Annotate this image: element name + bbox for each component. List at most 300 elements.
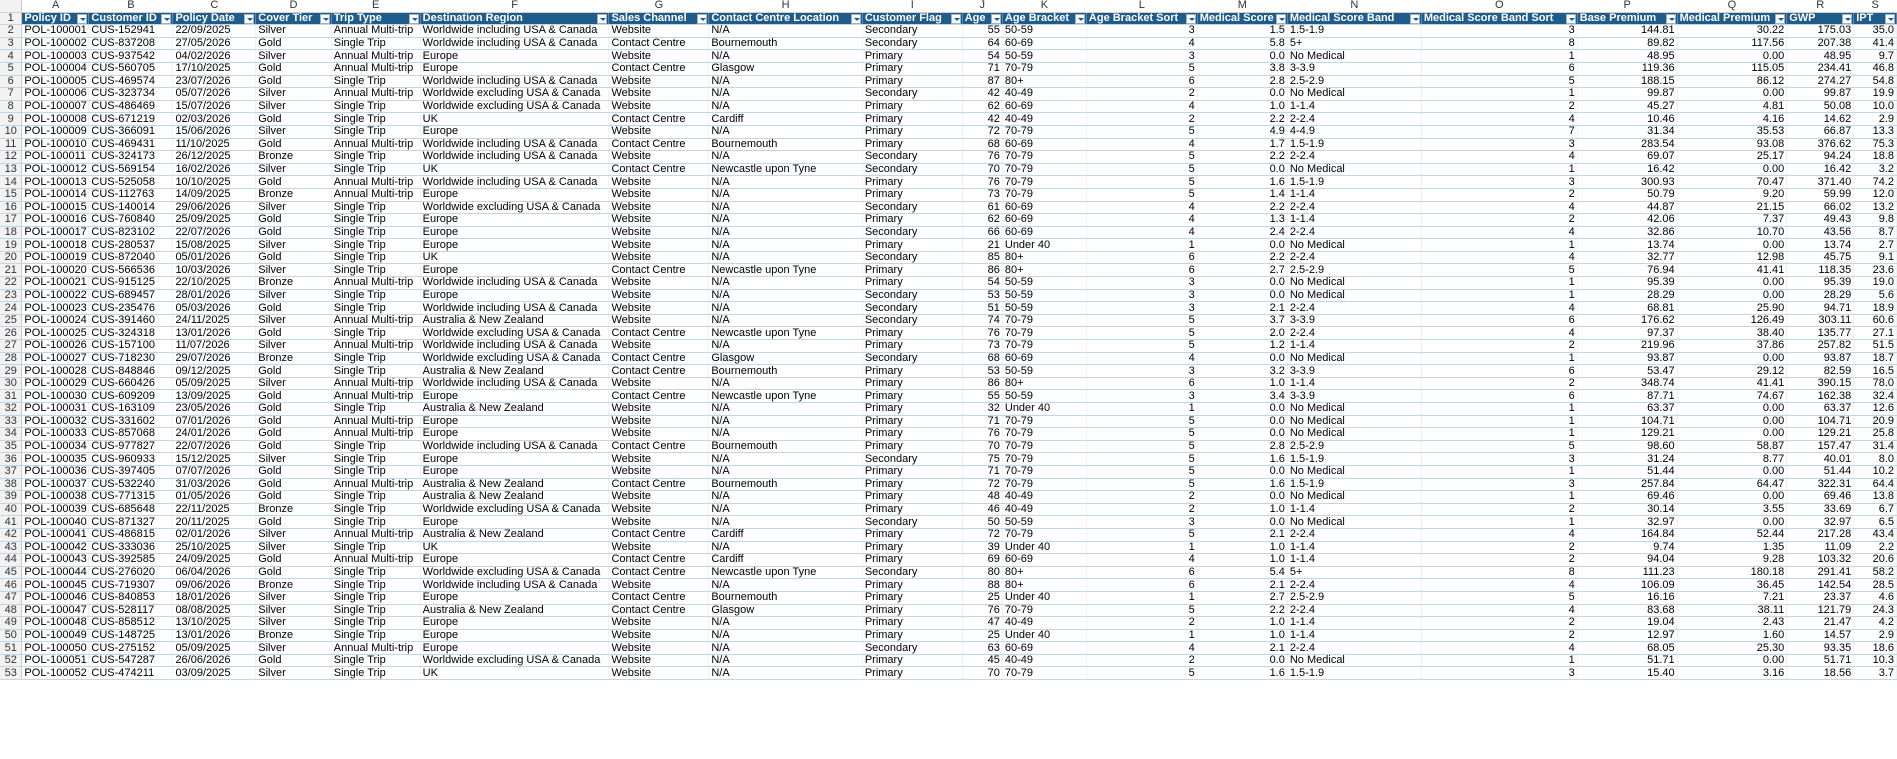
table-cell[interactable]: 54 <box>962 277 1002 290</box>
table-cell[interactable]: 2.7 <box>1854 239 1897 252</box>
table-cell[interactable]: CUS-140014 <box>89 201 173 214</box>
table-cell[interactable]: 93.87 <box>1787 352 1854 365</box>
table-cell[interactable]: 70-79 <box>1002 428 1086 441</box>
table-cell[interactable]: 3 <box>1086 390 1197 403</box>
table-cell[interactable]: Bournemouth <box>709 37 862 50</box>
table-cell[interactable]: N/A <box>709 50 862 63</box>
table-cell[interactable]: 1.4 <box>1197 188 1287 201</box>
table-cell[interactable]: Contact Centre <box>609 365 709 378</box>
table-cell[interactable]: 87.71 <box>1577 390 1677 403</box>
table-cell[interactable]: Primary <box>862 214 962 227</box>
table-cell[interactable]: 73 <box>962 340 1002 353</box>
table-cell[interactable]: No Medical <box>1287 403 1421 416</box>
column-header[interactable] <box>256 12 332 25</box>
table-cell[interactable]: 5 <box>1086 125 1197 138</box>
table-cell[interactable]: 5 <box>1086 314 1197 327</box>
row-number[interactable]: 11 <box>0 138 22 151</box>
table-cell[interactable]: Website <box>609 251 709 264</box>
table-cell[interactable]: 1.5-1.9 <box>1287 667 1421 680</box>
table-cell[interactable]: POL-100047 <box>22 604 89 617</box>
table-cell[interactable]: Single Trip <box>331 226 420 239</box>
table-cell[interactable]: Secondary <box>862 516 962 529</box>
table-cell[interactable]: 121.79 <box>1787 604 1854 617</box>
row-number[interactable]: 39 <box>0 491 22 504</box>
table-cell[interactable]: Primary <box>862 390 962 403</box>
table-cell[interactable]: Website <box>609 654 709 667</box>
table-cell[interactable]: Website <box>609 629 709 642</box>
table-cell[interactable]: Secondary <box>862 289 962 302</box>
table-cell[interactable]: 46.8 <box>1854 62 1897 75</box>
table-cell[interactable]: Worldwide including USA & Canada <box>420 25 609 38</box>
table-cell[interactable]: Website <box>609 579 709 592</box>
column-header[interactable] <box>22 12 89 25</box>
table-cell[interactable]: Primary <box>862 617 962 630</box>
row-number[interactable]: 13 <box>0 163 22 176</box>
table-cell[interactable]: Europe <box>420 617 609 630</box>
table-cell[interactable]: 45.75 <box>1787 251 1854 264</box>
table-cell[interactable]: 66 <box>962 226 1002 239</box>
table-cell[interactable]: 74.67 <box>1677 390 1787 403</box>
table-cell[interactable]: 61 <box>962 201 1002 214</box>
table-cell[interactable]: Gold <box>256 516 332 529</box>
table-cell[interactable]: 0.00 <box>1677 465 1787 478</box>
table-cell[interactable]: CUS-275152 <box>89 642 173 655</box>
row-number[interactable]: 16 <box>0 201 22 214</box>
table-cell[interactable]: Gold <box>256 62 332 75</box>
table-cell[interactable]: 217.28 <box>1787 528 1854 541</box>
table-cell[interactable]: 3 <box>1086 289 1197 302</box>
table-cell[interactable]: Single Trip <box>331 629 420 642</box>
table-cell[interactable]: 32.4 <box>1854 390 1897 403</box>
table-cell[interactable]: 1.6 <box>1197 453 1287 466</box>
table-cell[interactable]: 2-2.4 <box>1287 226 1421 239</box>
row-number[interactable]: 10 <box>0 125 22 138</box>
table-cell[interactable]: 43.56 <box>1787 226 1854 239</box>
table-cell[interactable]: 3 <box>1421 667 1577 680</box>
table-cell[interactable]: 11/07/2026 <box>173 340 256 353</box>
table-cell[interactable]: Gold <box>256 415 332 428</box>
table-cell[interactable]: CUS-760840 <box>89 214 173 227</box>
table-cell[interactable]: 72 <box>962 125 1002 138</box>
table-cell[interactable]: Gold <box>256 75 332 88</box>
table-cell[interactable]: Single Trip <box>331 591 420 604</box>
table-cell[interactable]: 6 <box>1421 365 1577 378</box>
table-cell[interactable]: Website <box>609 226 709 239</box>
table-cell[interactable]: N/A <box>709 277 862 290</box>
table-cell[interactable]: Secondary <box>862 314 962 327</box>
table-cell[interactable]: Single Trip <box>331 100 420 113</box>
table-cell[interactable]: 1.5-1.9 <box>1287 176 1421 189</box>
table-cell[interactable]: Primary <box>862 138 962 151</box>
table-cell[interactable]: 3-3.9 <box>1287 390 1421 403</box>
table-cell[interactable]: 164.84 <box>1577 528 1677 541</box>
table-cell[interactable]: Website <box>609 25 709 38</box>
table-cell[interactable]: Website <box>609 239 709 252</box>
table-cell[interactable]: 70 <box>962 667 1002 680</box>
row-number[interactable]: 14 <box>0 176 22 189</box>
table-cell[interactable]: 86 <box>962 264 1002 277</box>
table-cell[interactable]: 2 <box>1421 377 1577 390</box>
table-cell[interactable]: 15/06/2026 <box>173 125 256 138</box>
table-cell[interactable]: 48.95 <box>1787 50 1854 63</box>
table-cell[interactable]: Cardiff <box>709 554 862 567</box>
table-cell[interactable]: POL-100027 <box>22 352 89 365</box>
column-letter[interactable]: H <box>709 0 862 12</box>
filter-dropdown-icon[interactable] <box>1566 14 1576 24</box>
table-cell[interactable]: POL-100015 <box>22 201 89 214</box>
table-cell[interactable]: 6.5 <box>1854 516 1897 529</box>
table-cell[interactable]: POL-100029 <box>22 377 89 390</box>
table-cell[interactable]: Single Trip <box>331 125 420 138</box>
table-cell[interactable]: 70-79 <box>1002 176 1086 189</box>
table-cell[interactable]: Website <box>609 151 709 164</box>
table-cell[interactable]: POL-100045 <box>22 579 89 592</box>
table-cell[interactable]: Single Trip <box>331 201 420 214</box>
table-cell[interactable]: Single Trip <box>331 403 420 416</box>
table-cell[interactable]: 19.9 <box>1854 88 1897 101</box>
table-cell[interactable]: 45 <box>962 654 1002 667</box>
filter-dropdown-icon[interactable] <box>77 14 87 24</box>
table-cell[interactable]: Website <box>609 302 709 315</box>
table-cell[interactable]: Annual Multi-trip <box>331 340 420 353</box>
table-cell[interactable]: 25/09/2025 <box>173 214 256 227</box>
table-cell[interactable]: Website <box>609 465 709 478</box>
table-cell[interactable]: Bronze <box>256 277 332 290</box>
table-cell[interactable]: 4 <box>1086 201 1197 214</box>
table-cell[interactable]: 64 <box>962 37 1002 50</box>
table-cell[interactable]: 50-59 <box>1002 365 1086 378</box>
table-cell[interactable]: 0.0 <box>1197 239 1287 252</box>
table-cell[interactable]: 1 <box>1421 50 1577 63</box>
table-cell[interactable]: Secondary <box>862 226 962 239</box>
table-cell[interactable]: POL-100033 <box>22 428 89 441</box>
table-cell[interactable]: Bournemouth <box>709 478 862 491</box>
table-cell[interactable]: 35.53 <box>1677 125 1787 138</box>
table-cell[interactable]: 3.2 <box>1854 163 1897 176</box>
table-cell[interactable]: 5 <box>1086 340 1197 353</box>
table-cell[interactable]: Primary <box>862 415 962 428</box>
table-cell[interactable]: 1.5-1.9 <box>1287 138 1421 151</box>
table-cell[interactable]: N/A <box>709 579 862 592</box>
row-number[interactable]: 40 <box>0 503 22 516</box>
table-cell[interactable]: 5.4 <box>1197 566 1287 579</box>
table-cell[interactable]: 60-69 <box>1002 554 1086 567</box>
table-cell[interactable]: 51.44 <box>1577 465 1677 478</box>
table-cell[interactable]: 1.0 <box>1197 541 1287 554</box>
table-cell[interactable]: 40-49 <box>1002 503 1086 516</box>
table-cell[interactable]: Single Trip <box>331 604 420 617</box>
table-cell[interactable]: Single Trip <box>331 516 420 529</box>
table-cell[interactable]: 26/06/2026 <box>173 654 256 667</box>
table-cell[interactable]: POL-100046 <box>22 591 89 604</box>
table-cell[interactable]: Gold <box>256 365 332 378</box>
table-cell[interactable]: POL-100049 <box>22 629 89 642</box>
table-cell[interactable]: POL-100036 <box>22 465 89 478</box>
table-cell[interactable]: 4 <box>1086 138 1197 151</box>
table-cell[interactable]: 5 <box>1086 327 1197 340</box>
row-number[interactable]: 9 <box>0 113 22 126</box>
table-cell[interactable]: Newcastle upon Tyne <box>709 327 862 340</box>
table-cell[interactable]: 111.23 <box>1577 566 1677 579</box>
table-cell[interactable]: Worldwide including USA & Canada <box>420 75 609 88</box>
table-cell[interactable]: POL-100035 <box>22 453 89 466</box>
table-cell[interactable]: Silver <box>256 667 332 680</box>
table-cell[interactable]: CUS-148725 <box>89 629 173 642</box>
table-cell[interactable]: 3 <box>1086 365 1197 378</box>
table-cell[interactable]: 5 <box>1086 604 1197 617</box>
table-cell[interactable]: Primary <box>862 503 962 516</box>
table-cell[interactable]: 6 <box>1086 377 1197 390</box>
table-cell[interactable]: 70-79 <box>1002 528 1086 541</box>
table-cell[interactable]: 05/03/2026 <box>173 302 256 315</box>
table-cell[interactable]: 18.8 <box>1854 151 1897 164</box>
table-cell[interactable]: 4.2 <box>1854 617 1897 630</box>
table-cell[interactable]: Europe <box>420 214 609 227</box>
table-cell[interactable]: N/A <box>709 453 862 466</box>
table-cell[interactable]: 94.04 <box>1577 554 1677 567</box>
table-cell[interactable]: 23.37 <box>1787 591 1854 604</box>
table-cell[interactable]: 9.20 <box>1677 188 1787 201</box>
table-cell[interactable]: Worldwide including USA & Canada <box>420 151 609 164</box>
table-cell[interactable]: Primary <box>862 365 962 378</box>
table-cell[interactable]: 1.6 <box>1197 176 1287 189</box>
table-cell[interactable]: N/A <box>709 403 862 416</box>
table-cell[interactable]: Bronze <box>256 352 332 365</box>
table-cell[interactable]: 2 <box>1086 113 1197 126</box>
table-cell[interactable]: 70 <box>962 440 1002 453</box>
table-cell[interactable]: POL-100052 <box>22 667 89 680</box>
table-cell[interactable]: N/A <box>709 75 862 88</box>
table-cell[interactable]: Contact Centre <box>609 566 709 579</box>
table-cell[interactable]: Single Trip <box>331 289 420 302</box>
table-cell[interactable]: Contact Centre <box>609 264 709 277</box>
column-letter[interactable]: S <box>1854 0 1897 12</box>
table-cell[interactable]: 8.77 <box>1677 453 1787 466</box>
table-cell[interactable]: 3.55 <box>1677 503 1787 516</box>
table-cell[interactable]: CUS-718230 <box>89 352 173 365</box>
column-letter[interactable]: L <box>1086 0 1197 12</box>
table-cell[interactable]: Contact Centre <box>609 163 709 176</box>
table-cell[interactable]: 0.0 <box>1197 403 1287 416</box>
table-cell[interactable]: 2.9 <box>1854 113 1897 126</box>
table-cell[interactable]: 5 <box>1086 151 1197 164</box>
table-cell[interactable]: 10.0 <box>1854 100 1897 113</box>
table-cell[interactable]: 2-2.4 <box>1287 642 1421 655</box>
table-cell[interactable]: Single Trip <box>331 617 420 630</box>
table-cell[interactable]: 49.43 <box>1787 214 1854 227</box>
table-cell[interactable]: 8.7 <box>1854 226 1897 239</box>
table-cell[interactable]: 50-59 <box>1002 50 1086 63</box>
row-number[interactable]: 48 <box>0 604 22 617</box>
table-cell[interactable]: N/A <box>709 251 862 264</box>
table-cell[interactable]: CUS-486469 <box>89 100 173 113</box>
table-cell[interactable]: 1-1.4 <box>1287 188 1421 201</box>
table-cell[interactable]: 70-79 <box>1002 478 1086 491</box>
table-cell[interactable]: 10/10/2025 <box>173 176 256 189</box>
table-cell[interactable]: POL-100039 <box>22 503 89 516</box>
table-cell[interactable]: 3.8 <box>1197 62 1287 75</box>
table-cell[interactable]: 1 <box>1421 403 1577 416</box>
table-cell[interactable]: Contact Centre <box>609 62 709 75</box>
row-number[interactable]: 15 <box>0 188 22 201</box>
table-cell[interactable]: N/A <box>709 289 862 302</box>
filter-dropdown-icon[interactable] <box>851 14 861 24</box>
table-cell[interactable]: Silver <box>256 125 332 138</box>
table-cell[interactable]: 0.0 <box>1197 428 1287 441</box>
table-cell[interactable]: 8 <box>1421 37 1577 50</box>
table-cell[interactable]: POL-100003 <box>22 50 89 63</box>
table-cell[interactable]: Worldwide including USA & Canada <box>420 340 609 353</box>
table-cell[interactable]: 10.70 <box>1677 226 1787 239</box>
table-cell[interactable]: Under 40 <box>1002 403 1086 416</box>
table-cell[interactable]: Silver <box>256 617 332 630</box>
table-cell[interactable]: 23.6 <box>1854 264 1897 277</box>
table-cell[interactable]: 93.35 <box>1787 642 1854 655</box>
table-cell[interactable]: Primary <box>862 340 962 353</box>
table-cell[interactable]: UK <box>420 251 609 264</box>
column-letter[interactable]: F <box>420 0 609 12</box>
table-cell[interactable]: 0.0 <box>1197 289 1287 302</box>
row-number[interactable]: 45 <box>0 566 22 579</box>
table-cell[interactable]: 26/12/2025 <box>173 151 256 164</box>
filter-dropdown-icon[interactable] <box>320 14 330 24</box>
table-cell[interactable]: 42 <box>962 113 1002 126</box>
table-cell[interactable]: N/A <box>709 629 862 642</box>
row-number[interactable]: 53 <box>0 667 22 680</box>
row-number[interactable]: 20 <box>0 251 22 264</box>
table-cell[interactable]: Primary <box>862 491 962 504</box>
table-cell[interactable]: 2.1 <box>1197 579 1287 592</box>
table-cell[interactable]: 7.21 <box>1677 591 1787 604</box>
filter-dropdown-icon[interactable] <box>991 14 1001 24</box>
table-cell[interactable]: N/A <box>709 340 862 353</box>
table-cell[interactable]: Europe <box>420 591 609 604</box>
table-cell[interactable]: 25.17 <box>1677 151 1787 164</box>
table-cell[interactable]: 234.41 <box>1787 62 1854 75</box>
table-cell[interactable]: Bronze <box>256 188 332 201</box>
table-cell[interactable]: Single Trip <box>331 163 420 176</box>
table-cell[interactable]: 33.69 <box>1787 503 1854 516</box>
table-cell[interactable]: 69.46 <box>1787 491 1854 504</box>
table-cell[interactable]: 2.1 <box>1197 528 1287 541</box>
table-cell[interactable]: 0.0 <box>1197 465 1287 478</box>
table-cell[interactable]: 2 <box>1421 214 1577 227</box>
table-cell[interactable]: 4 <box>1421 327 1577 340</box>
table-cell[interactable]: 12.98 <box>1677 251 1787 264</box>
table-cell[interactable]: 1-1.4 <box>1287 214 1421 227</box>
table-cell[interactable]: 05/09/2025 <box>173 642 256 655</box>
table-cell[interactable]: CUS-528117 <box>89 604 173 617</box>
table-cell[interactable]: N/A <box>709 176 862 189</box>
table-cell[interactable]: 63.37 <box>1577 403 1677 416</box>
table-cell[interactable]: 50-59 <box>1002 390 1086 403</box>
table-cell[interactable]: Primary <box>862 277 962 290</box>
table-cell[interactable]: 68.81 <box>1577 302 1677 315</box>
table-cell[interactable]: 06/04/2026 <box>173 566 256 579</box>
row-number[interactable]: 51 <box>0 642 22 655</box>
table-cell[interactable]: Primary <box>862 188 962 201</box>
table-cell[interactable]: 29.12 <box>1677 365 1787 378</box>
table-cell[interactable]: 4 <box>1086 642 1197 655</box>
table-cell[interactable]: 83.68 <box>1577 604 1677 617</box>
table-cell[interactable]: 6 <box>1086 264 1197 277</box>
table-cell[interactable]: Annual Multi-trip <box>331 314 420 327</box>
table-cell[interactable]: Silver <box>256 264 332 277</box>
table-cell[interactable]: Single Trip <box>331 302 420 315</box>
table-cell[interactable]: 09/12/2025 <box>173 365 256 378</box>
column-header[interactable] <box>1577 12 1677 25</box>
table-cell[interactable]: CUS-915125 <box>89 277 173 290</box>
table-cell[interactable]: Australia & New Zealand <box>420 528 609 541</box>
table-cell[interactable]: Primary <box>862 176 962 189</box>
table-cell[interactable]: Secondary <box>862 151 962 164</box>
table-cell[interactable]: 72 <box>962 528 1002 541</box>
table-cell[interactable]: No Medical <box>1287 465 1421 478</box>
table-cell[interactable]: 4 <box>1421 151 1577 164</box>
table-cell[interactable]: N/A <box>709 491 862 504</box>
row-number[interactable]: 24 <box>0 302 22 315</box>
table-cell[interactable]: 80+ <box>1002 264 1086 277</box>
table-cell[interactable]: 371.40 <box>1787 176 1854 189</box>
table-cell[interactable]: Single Trip <box>331 579 420 592</box>
table-cell[interactable]: Europe <box>420 226 609 239</box>
table-cell[interactable]: 14/09/2025 <box>173 188 256 201</box>
table-cell[interactable]: 0.00 <box>1677 352 1787 365</box>
table-cell[interactable]: POL-100016 <box>22 214 89 227</box>
table-cell[interactable]: POL-100034 <box>22 440 89 453</box>
table-cell[interactable]: Contact Centre <box>609 528 709 541</box>
table-cell[interactable]: 0.00 <box>1677 50 1787 63</box>
table-cell[interactable]: 4.6 <box>1854 591 1897 604</box>
table-cell[interactable]: No Medical <box>1287 239 1421 252</box>
table-cell[interactable]: 5 <box>1421 264 1577 277</box>
table-cell[interactable]: CUS-157100 <box>89 340 173 353</box>
table-cell[interactable]: Worldwide including USA & Canada <box>420 277 609 290</box>
table-cell[interactable]: 31.34 <box>1577 125 1677 138</box>
table-cell[interactable]: 85 <box>962 251 1002 264</box>
table-cell[interactable]: 80+ <box>1002 75 1086 88</box>
table-cell[interactable]: 40.01 <box>1787 453 1854 466</box>
table-cell[interactable]: POL-100005 <box>22 75 89 88</box>
table-cell[interactable]: Europe <box>420 62 609 75</box>
table-cell[interactable]: CUS-532240 <box>89 478 173 491</box>
table-cell[interactable]: Annual Multi-trip <box>331 390 420 403</box>
table-cell[interactable]: 1.3 <box>1197 214 1287 227</box>
table-cell[interactable]: Newcastle upon Tyne <box>709 390 862 403</box>
table-cell[interactable]: Europe <box>420 289 609 302</box>
table-cell[interactable]: 2-2.4 <box>1287 251 1421 264</box>
row-number[interactable]: 2 <box>0 25 22 38</box>
table-cell[interactable]: 2.1 <box>1197 302 1287 315</box>
table-cell[interactable]: 2 <box>1421 100 1577 113</box>
table-cell[interactable]: 115.05 <box>1677 62 1787 75</box>
table-cell[interactable]: 2 <box>1086 503 1197 516</box>
table-cell[interactable]: 63.37 <box>1787 403 1854 416</box>
table-cell[interactable]: N/A <box>709 239 862 252</box>
table-cell[interactable]: 4 <box>1421 226 1577 239</box>
table-cell[interactable]: 129.21 <box>1787 428 1854 441</box>
row-number[interactable]: 6 <box>0 75 22 88</box>
table-cell[interactable]: 25 <box>962 591 1002 604</box>
table-cell[interactable]: 4-4.9 <box>1287 125 1421 138</box>
table-cell[interactable]: 18.56 <box>1787 667 1854 680</box>
table-cell[interactable]: Website <box>609 491 709 504</box>
column-letter[interactable]: K <box>1002 0 1086 12</box>
filter-dropdown-icon[interactable] <box>1666 14 1676 24</box>
table-cell[interactable]: Primary <box>862 541 962 554</box>
table-cell[interactable]: 25/10/2025 <box>173 541 256 554</box>
table-cell[interactable]: 37.86 <box>1677 340 1787 353</box>
